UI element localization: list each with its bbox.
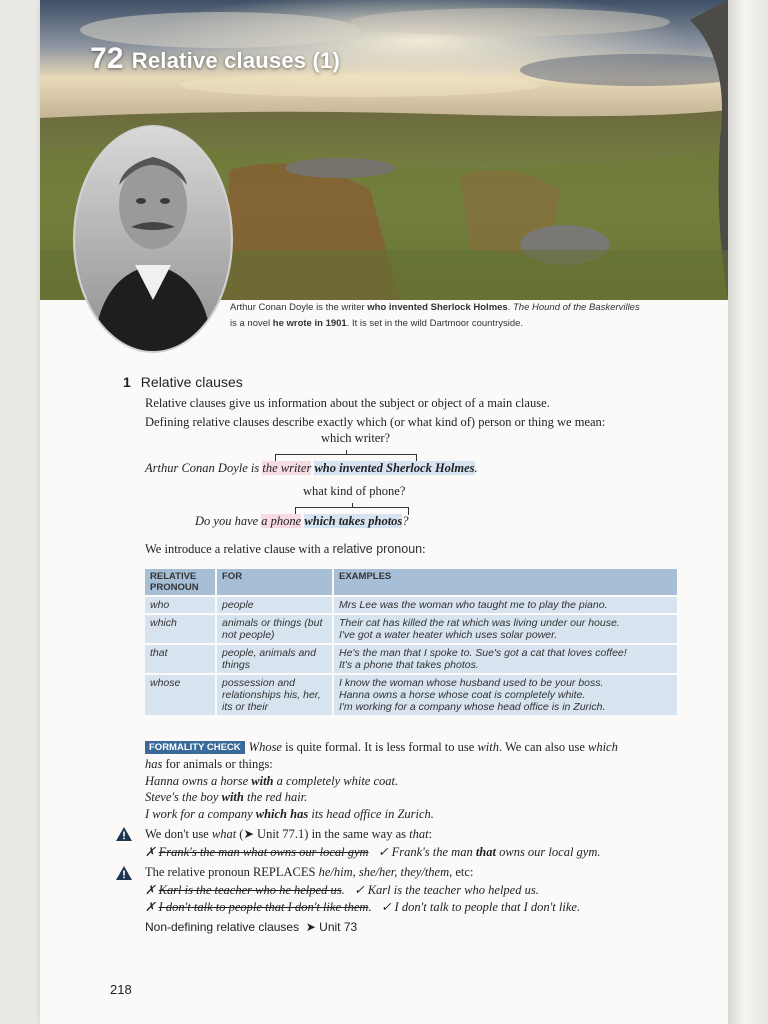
formality-part: Whose xyxy=(248,740,282,754)
section-number: 1 xyxy=(123,374,131,390)
for-cell: people xyxy=(217,597,332,613)
relative-pronoun-table xyxy=(143,567,679,717)
example-line: Their cat has killed the rat which was living under our house. xyxy=(339,617,620,629)
arrow-right-icon: ➤ xyxy=(305,920,316,934)
wrong-example: Karl is the teacher who he helped us xyxy=(158,883,342,897)
body-line: Defining relative clauses describe exactly which (or what kind of) person or thing we mean: xyxy=(145,415,606,429)
warning-icon xyxy=(115,865,133,881)
cross-reference xyxy=(145,920,357,934)
note-part: , etc: xyxy=(449,865,474,879)
note-part: : xyxy=(428,827,433,841)
formality-part: which xyxy=(588,740,618,754)
formality-check-line xyxy=(145,740,618,755)
caption-text: Arthur Conan Doyle is the writer xyxy=(230,302,368,313)
examples-cell xyxy=(334,597,677,613)
crossref-unit: Unit 73 xyxy=(319,920,358,934)
check-icon: ✓ xyxy=(377,845,389,859)
section-heading xyxy=(123,374,243,390)
example-part: Hanna owns a horse xyxy=(145,774,252,788)
caption-text: is a novel xyxy=(230,318,273,329)
example-sentence xyxy=(145,461,478,476)
page-number: 218 xyxy=(110,982,132,997)
example-bold: which has xyxy=(255,807,309,821)
table-header: EXAMPLES xyxy=(334,569,677,595)
note-line xyxy=(145,865,473,880)
unit-title-text: Relative clauses (1) xyxy=(131,48,341,73)
note-examples: ✗ I don't talk to people that I don't like them. ✓ I don't talk to people that I don't like. xyxy=(145,900,581,914)
table-row xyxy=(145,597,677,613)
note-examples: ✗ Karl is the teacher who he helped us. ✓ Karl is the teacher who helped us. xyxy=(145,883,539,897)
note-part: what xyxy=(211,827,237,841)
formality-line xyxy=(145,757,273,772)
note-line xyxy=(145,826,432,842)
formality-example xyxy=(145,807,434,822)
examples-cell xyxy=(334,615,677,643)
table-row xyxy=(145,675,677,715)
formality-example xyxy=(145,774,398,789)
right-example-bold: that xyxy=(475,845,496,859)
for-cell: possession and relationships his, her, its or their xyxy=(217,675,332,715)
table-header-row xyxy=(145,569,677,595)
note-part: The relative pronoun REPLACES xyxy=(145,865,319,879)
note-part: (➤ Unit 77.1) in the same way as xyxy=(236,827,410,841)
question-label: which writer? xyxy=(321,431,391,445)
cross-icon: ✗ xyxy=(145,883,156,897)
antecedent-highlight: a phone xyxy=(261,514,302,528)
caption-bold: he wrote in 1901 xyxy=(272,318,347,329)
table-row xyxy=(145,645,677,673)
example-line: I know the woman whose husband used to be your boss. xyxy=(339,677,604,689)
pronoun-cell: whose xyxy=(145,675,215,715)
example-line: Hanna owns a horse whose coat is completely white. xyxy=(339,689,586,701)
section-title: Relative clauses xyxy=(140,374,243,390)
example-part: Steve's the boy xyxy=(145,790,222,804)
check-icon: ✓ xyxy=(380,900,392,914)
pronoun-cell: that xyxy=(145,645,215,673)
wrong-example: Frank's the man what owns our local gym xyxy=(158,845,369,859)
cross-icon: ✗ xyxy=(145,845,156,859)
right-example: I don't talk to people that I don't like. xyxy=(394,900,581,914)
right-example: Karl is the teacher who helped us. xyxy=(367,883,539,897)
examples-cell xyxy=(334,675,677,715)
cross-icon: ✗ xyxy=(145,900,156,914)
pronoun-cell: which xyxy=(145,615,215,643)
note-examples xyxy=(145,844,601,860)
check-icon: ✓ xyxy=(354,883,365,897)
example-part: . xyxy=(474,461,478,475)
relative-clause-highlight: which takes photos xyxy=(304,514,403,528)
examples-cell xyxy=(334,645,677,673)
body-part: We introduce a relative clause with a xyxy=(145,542,333,556)
caption-text: . It is set in the wild Dartmoor countryside. xyxy=(346,318,524,329)
table-row xyxy=(145,615,677,643)
portrait-photo xyxy=(73,125,233,353)
example-part: the red hair. xyxy=(243,790,308,804)
example-line: I've got a water heater which uses solar power. xyxy=(339,629,558,641)
question-label: what kind of phone? xyxy=(303,484,406,498)
for-cell: animals or things (but not people) xyxy=(217,615,332,643)
example-line: I'm working for a company whose head office is in Zurich. xyxy=(339,701,606,713)
key-term: relative pronoun xyxy=(332,542,423,556)
unit-title xyxy=(90,42,340,76)
example-part: I work for a company xyxy=(145,807,256,821)
example-sentence xyxy=(195,514,409,529)
unit-number: 72 xyxy=(90,42,124,75)
formality-part: . We can also use xyxy=(498,740,588,754)
right-example: owns our local gym. xyxy=(495,845,601,859)
example-part: ? xyxy=(402,514,409,528)
formality-part: has xyxy=(145,757,163,771)
note-part: he/him, she/her, they/them xyxy=(318,865,450,879)
example-line: Mrs Lee was the woman who taught me to play the piano. xyxy=(339,599,608,611)
antecedent-highlight: the writer xyxy=(262,461,312,475)
example-part: its head office in Zurich. xyxy=(308,807,434,821)
formality-check-badge: FORMALITY CHECK xyxy=(145,741,245,754)
table-header: FOR xyxy=(217,569,332,595)
body-part: : xyxy=(422,542,426,556)
crossref-text: Non-defining relative clauses xyxy=(145,920,300,934)
warning-icon xyxy=(115,826,133,842)
body-line xyxy=(145,542,426,557)
example-bold: with xyxy=(221,790,244,804)
formality-example xyxy=(145,790,307,805)
note-part: We don't use xyxy=(145,827,212,841)
wrong-example: I don't talk to people that I don't like them xyxy=(158,900,369,914)
body-line: Relative clauses give us information about the subject or object of a main clause. xyxy=(145,396,550,410)
pronoun-cell: who xyxy=(145,597,215,613)
caption-bold: who invented Sherlock Holmes xyxy=(367,302,508,313)
example-line: He's the man that I spoke to. Sue's got a cat that loves coffee! xyxy=(339,647,627,659)
caption-text: . xyxy=(507,302,513,313)
table-header: RELATIVE PRONOUN xyxy=(145,569,215,595)
caption-italic: The Hound of the Baskervilles xyxy=(512,302,640,313)
formality-part: with xyxy=(477,740,499,754)
note-part: that xyxy=(409,827,429,841)
textbook-page xyxy=(40,0,728,1024)
example-bold: with xyxy=(251,774,274,788)
example-line: It's a phone that takes photos. xyxy=(339,659,479,671)
relative-clause-highlight: who invented Sherlock Holmes xyxy=(314,461,475,475)
right-example: Frank's the man xyxy=(391,845,476,859)
example-part: Arthur Conan Doyle is xyxy=(145,461,263,475)
formality-part: is quite formal. It is less formal to use xyxy=(281,740,478,754)
photo-caption xyxy=(230,300,710,332)
page-edge xyxy=(728,0,768,1024)
example-part: Do you have xyxy=(195,514,262,528)
example-part: a completely white coat. xyxy=(273,774,399,788)
for-cell: people, animals and things xyxy=(217,645,332,673)
formality-part: for animals or things: xyxy=(162,757,273,771)
